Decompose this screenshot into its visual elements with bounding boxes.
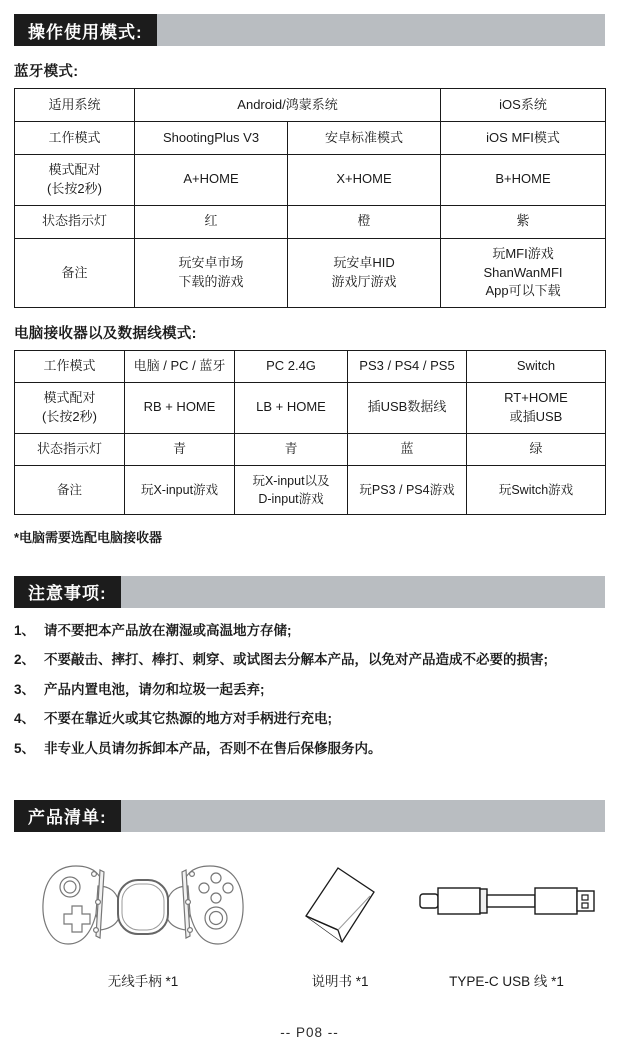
section-header-fill xyxy=(121,576,605,608)
table-cell: 电脑 / PC / 蓝牙 xyxy=(125,351,235,383)
list-item-index: 3、 xyxy=(14,681,36,697)
table-cell: 玩PS3 / PS4游戏 xyxy=(348,465,467,514)
page-root xyxy=(0,14,619,1044)
usb-cable-illustration xyxy=(418,858,596,954)
package-item-gamepad xyxy=(14,858,272,990)
table-cell: A+HOME xyxy=(135,155,288,206)
list-item xyxy=(14,651,605,669)
table-cell: 插USB数据线 xyxy=(348,383,467,434)
notice-list xyxy=(14,622,605,758)
row-label: 模式配对 (长按2秒) xyxy=(15,383,125,434)
table-row xyxy=(15,433,606,465)
table-cell: ShootingPlus V3 xyxy=(135,122,288,155)
table-cell: Switch xyxy=(467,351,606,383)
table-cell: RB + HOME xyxy=(125,383,235,434)
table-cell: 玩MFI游戏 ShanWanMFI App可以下载 xyxy=(441,238,606,308)
table-cell: X+HOME xyxy=(288,155,441,206)
list-item xyxy=(14,710,605,728)
gamepad-illustration xyxy=(34,858,252,954)
section-header-label: 注意事项: xyxy=(14,576,121,608)
table-cell: iOS MFI模式 xyxy=(441,122,606,155)
row-label: 工作模式 xyxy=(15,122,135,155)
package-item-caption: 说明书 *1 xyxy=(311,973,369,989)
section-header-operating-modes xyxy=(14,14,605,46)
table-row xyxy=(15,383,606,434)
pc-receiver-cable-table xyxy=(14,350,606,515)
table-row xyxy=(15,89,606,122)
table-cell: 蓝 xyxy=(348,433,467,465)
list-item-text: 产品内置电池，请勿和垃圾一起丢弃; xyxy=(44,681,265,697)
table-cell: 青 xyxy=(235,433,348,465)
list-item-index: 5、 xyxy=(14,741,36,757)
section-header-package xyxy=(14,800,605,832)
bluetooth-subheading: 蓝牙模式: xyxy=(14,64,79,80)
table-cell: 橙 xyxy=(288,205,441,238)
table-row xyxy=(15,205,606,238)
list-item-text: 非专业人员请勿拆卸本产品，否则不在售后保修服务内。 xyxy=(44,741,382,757)
list-item-text: 不要敲击、摔打、棒打、刺穿、或试图去分解本产品，以免对产品造成不必要的损害; xyxy=(44,652,548,668)
table-cell: 玩安卓市场 下载的游戏 xyxy=(135,238,288,308)
list-item-index: 2、 xyxy=(14,652,36,668)
section-header-fill xyxy=(121,800,605,832)
row-label: 工作模式 xyxy=(15,351,125,383)
section-header-fill xyxy=(157,14,605,46)
row-label: 模式配对 (长按2秒) xyxy=(15,155,135,206)
bluetooth-mode-table xyxy=(14,88,606,308)
manual-booklet-illustration xyxy=(300,858,380,954)
table-cell: 青 xyxy=(125,433,235,465)
list-item-index: 4、 xyxy=(14,711,36,727)
section-header-label: 产品清单: xyxy=(14,800,121,832)
table-cell: PS3 / PS4 / PS5 xyxy=(348,351,467,383)
page-footer: -- P08 -- xyxy=(280,1025,339,1040)
table-cell: iOS系统 xyxy=(441,89,606,122)
table-cell: 紫 xyxy=(441,205,606,238)
row-label: 备注 xyxy=(15,238,135,308)
table-cell: LB + HOME xyxy=(235,383,348,434)
table-cell: 玩X-input游戏 xyxy=(125,465,235,514)
table-cell: 红 xyxy=(135,205,288,238)
package-item-cable xyxy=(408,858,605,990)
row-label: 状态指示灯 xyxy=(15,205,135,238)
table-cell: PC 2.4G xyxy=(235,351,348,383)
section-header-notices xyxy=(14,576,605,608)
table-row xyxy=(15,155,606,206)
list-item xyxy=(14,740,605,758)
list-item xyxy=(14,681,605,699)
table-cell: RT+HOME 或插USB xyxy=(467,383,606,434)
table-cell: Android/鸿蒙系统 xyxy=(135,89,441,122)
table-cell: 绿 xyxy=(467,433,606,465)
table-cell: 玩安卓HID 游戏厅游戏 xyxy=(288,238,441,308)
table-row xyxy=(15,238,606,308)
row-label: 备注 xyxy=(15,465,125,514)
package-item-caption: 无线手柄 *1 xyxy=(107,973,179,989)
row-label: 适用系统 xyxy=(15,89,135,122)
row-label: 状态指示灯 xyxy=(15,433,125,465)
table-cell: 玩X-input以及 D-input游戏 xyxy=(235,465,348,514)
list-item-text: 请不要把本产品放在潮湿或高温地方存储; xyxy=(44,622,292,638)
list-item-text: 不要在靠近火或其它热源的地方对手柄进行充电; xyxy=(44,711,332,727)
table-row xyxy=(15,465,606,514)
table-cell: 玩Switch游戏 xyxy=(467,465,606,514)
section-header-label: 操作使用模式: xyxy=(14,14,157,46)
list-item-index: 1、 xyxy=(14,622,36,638)
table-row xyxy=(15,351,606,383)
package-item-manual xyxy=(272,858,408,990)
table-cell: 安卓标准模式 xyxy=(288,122,441,155)
list-item xyxy=(14,622,605,640)
package-contents xyxy=(14,858,605,990)
table-cell: B+HOME xyxy=(441,155,606,206)
pc-subheading: 电脑接收器以及数据线模式: xyxy=(14,326,197,343)
pc-table-footnote: *电脑需要选配电脑接收器 xyxy=(14,529,163,545)
package-item-caption: TYPE-C USB 线 *1 xyxy=(449,973,564,989)
table-row xyxy=(15,122,606,155)
